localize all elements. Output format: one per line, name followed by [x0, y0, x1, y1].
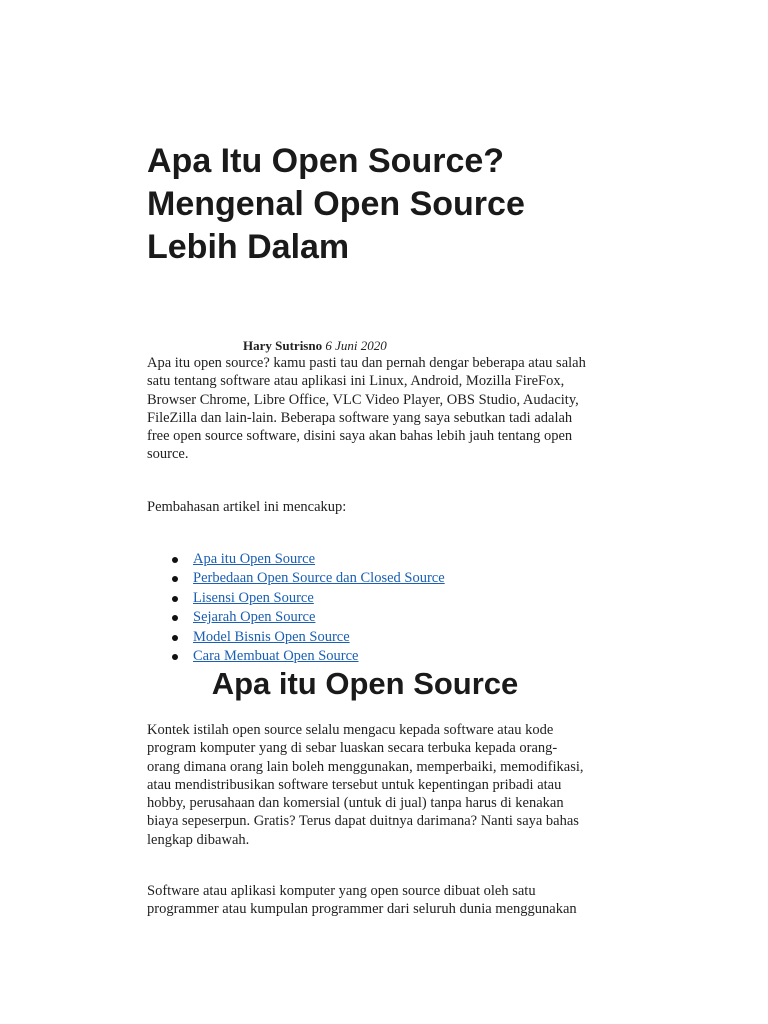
text-line: program komputer yang di sebar luaskan secara terbuka kepada orang- [147, 740, 558, 757]
text-line: biaya sepeserpun. Gratis? Terus dapat duitnya darimana? Nanti saya bahas [147, 813, 579, 830]
toc-link-lisensi-open-source[interactable]: Lisensi Open Source [193, 589, 314, 606]
text-line: free open source software, disini saya akan bahas lebih jauh tentang open [147, 428, 573, 445]
article-title-line: Lebih Dalam [147, 228, 350, 266]
text-line: lengkap dibawah. [147, 831, 250, 848]
toc-link-apa-itu-open-source[interactable]: Apa itu Open Source [193, 551, 316, 567]
bullet-icon [172, 596, 178, 602]
bullet-icon [172, 615, 178, 621]
section-paragraph [147, 882, 667, 919]
text-line: hobby, perusahaan dan komersial (untuk di jual) tanpa harus di kenakan [147, 795, 564, 812]
toc-link-cara-membuat-open-source[interactable]: Cara Membuat Open Source [193, 647, 359, 664]
toc-link-perbedaan-open-closed-source[interactable]: Perbedaan Open Source dan Closed Source [193, 570, 445, 587]
text-line: satu tentang software atau aplikasi ini Linux, Android, Mozilla FireFox, [147, 373, 565, 390]
section-heading: Apa itu Open Source [211, 666, 519, 701]
publish-date: 6 Juni 2020 [325, 338, 387, 353]
toc-intro [147, 498, 667, 516]
text-line: orang dimana orang lain boleh menggunakan, memperbaiki, memodifikasi, [147, 758, 584, 775]
text-line: source. [147, 446, 189, 463]
bullet-icon [172, 654, 178, 660]
text-line: programmer atau kumpulan programmer dari seluruh dunia menggunakan [147, 901, 577, 918]
text-line: Pembahasan artikel ini mencakup: [147, 499, 347, 515]
byline [243, 337, 387, 355]
text-line: FileZilla dan lain-lain. Beberapa software yang saya sebutkan tadi adalah [147, 409, 573, 426]
text-line: Kontek istilah open source selalu mengacu kepada software atau kode [147, 722, 554, 738]
author-name: Hary Sutrisno [243, 338, 323, 353]
article-title-line: Mengenal Open Source [147, 185, 525, 223]
text-line: Apa itu open source? kamu pasti tau dan pernah dengar beberapa atau salah [147, 355, 586, 371]
article-title [147, 140, 617, 269]
bullet-icon [172, 576, 178, 582]
intro-paragraph [147, 354, 667, 464]
toc-link-model-bisnis-open-source[interactable]: Model Bisnis Open Source [193, 628, 350, 645]
text-line: Software atau aplikasi komputer yang open source dibuat oleh satu [147, 883, 536, 899]
toc-link-sejarah-open-source[interactable]: Sejarah Open Source [193, 609, 316, 626]
article-title-line: Apa Itu Open Source? [147, 142, 505, 180]
section-paragraph [147, 721, 667, 849]
text-line: atau mendistribusikan software tersebut untuk kepentingan pribadi atau [147, 776, 562, 793]
bullet-icon [172, 557, 178, 563]
text-line: Browser Chrome, Libre Office, VLC Video Player, OBS Studio, Audacity, [147, 391, 579, 408]
bullet-icon [172, 635, 178, 641]
